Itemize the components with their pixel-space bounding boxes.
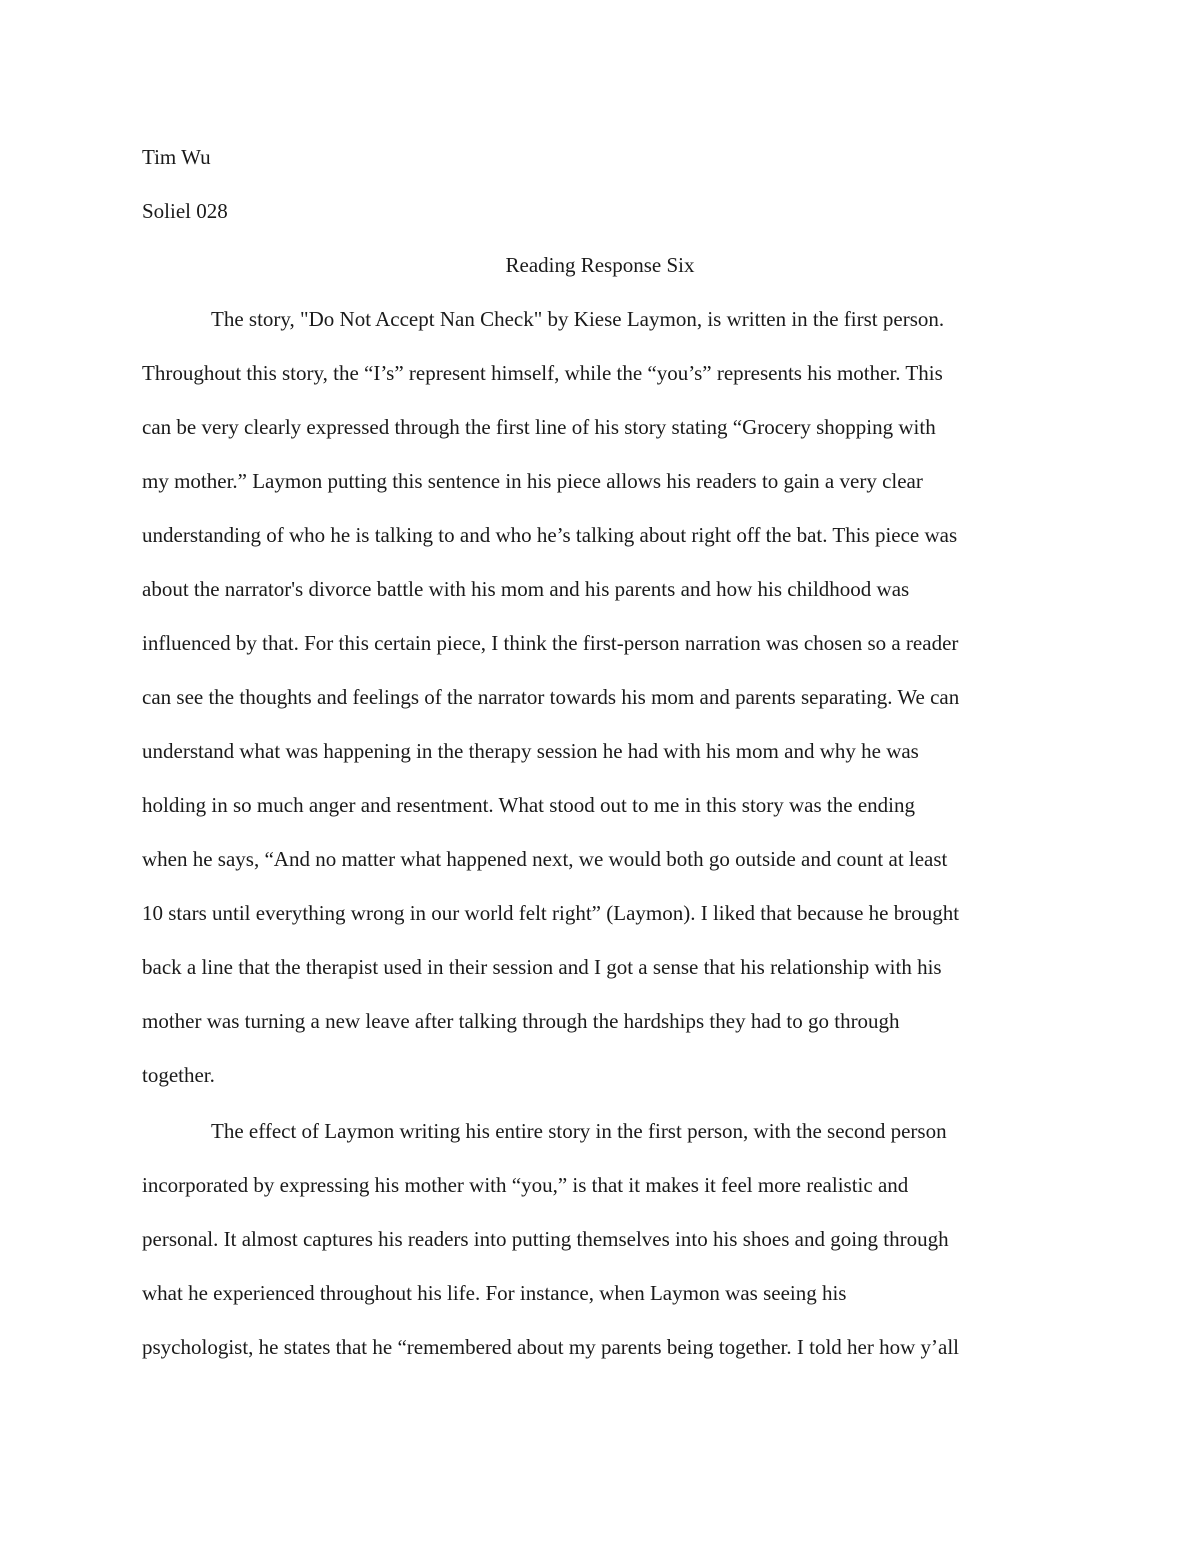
text-line: psychologist, he states that he “remembered about my parents being together. I told her how y’all [142, 1335, 960, 1359]
text-line: Throughout this story, the “I’s” represent himself, while the “you’s” represents his mother. This [142, 361, 943, 385]
text-line: can be very clearly expressed through the first line of his story stating “Grocery shopping with [142, 415, 936, 439]
text-line: incorporated by expressing his mother with “you,” is that it makes it feel more realistic and [142, 1173, 909, 1197]
text-line: can see the thoughts and feelings of the narrator towards his mom and parents separating. We can [142, 685, 960, 709]
text-line: when he says, “And no matter what happened next, we would both go outside and count at least [142, 847, 948, 871]
text-line: my mother.” Laymon putting this sentence in his piece allows his readers to gain a very clear [142, 469, 923, 493]
document-title: Reading Response Six [505, 253, 695, 277]
author-name: Tim Wu [142, 145, 211, 169]
text-line: understanding of who he is talking to and who he’s talking about right off the bat. This piece was [142, 523, 958, 547]
text-line: back a line that the therapist used in their session and I got a sense that his relationship with his [142, 955, 942, 979]
text-line: holding in so much anger and resentment. What stood out to me in this story was the ending [142, 793, 915, 817]
text-line: together. [142, 1063, 215, 1087]
text-line: influenced by that. For this certain piece, I think the first-person narration was chosen so a reader [142, 631, 959, 655]
text-line: mother was turning a new leave after talking through the hardships they had to go through [142, 1009, 900, 1033]
text-line: about the narrator's divorce battle with his mom and his parents and how his childhood was [142, 577, 910, 601]
text-line: what he experienced throughout his life. For instance, when Laymon was seeing his [142, 1281, 847, 1305]
text-line: The story, "Do Not Accept Nan Check" by Kiese Laymon, is written in the first person. [211, 307, 945, 331]
text-line: The effect of Laymon writing his entire story in the first person, with the second person [211, 1119, 947, 1143]
text-line: personal. It almost captures his readers into putting themselves into his shoes and going through [142, 1227, 949, 1251]
text-line: understand what was happening in the therapy session he had with his mom and why he was [142, 739, 919, 763]
text-line: 10 stars until everything wrong in our world felt right” (Laymon). I liked that because he brought [142, 901, 960, 925]
course-name: Soliel 028 [142, 199, 228, 223]
